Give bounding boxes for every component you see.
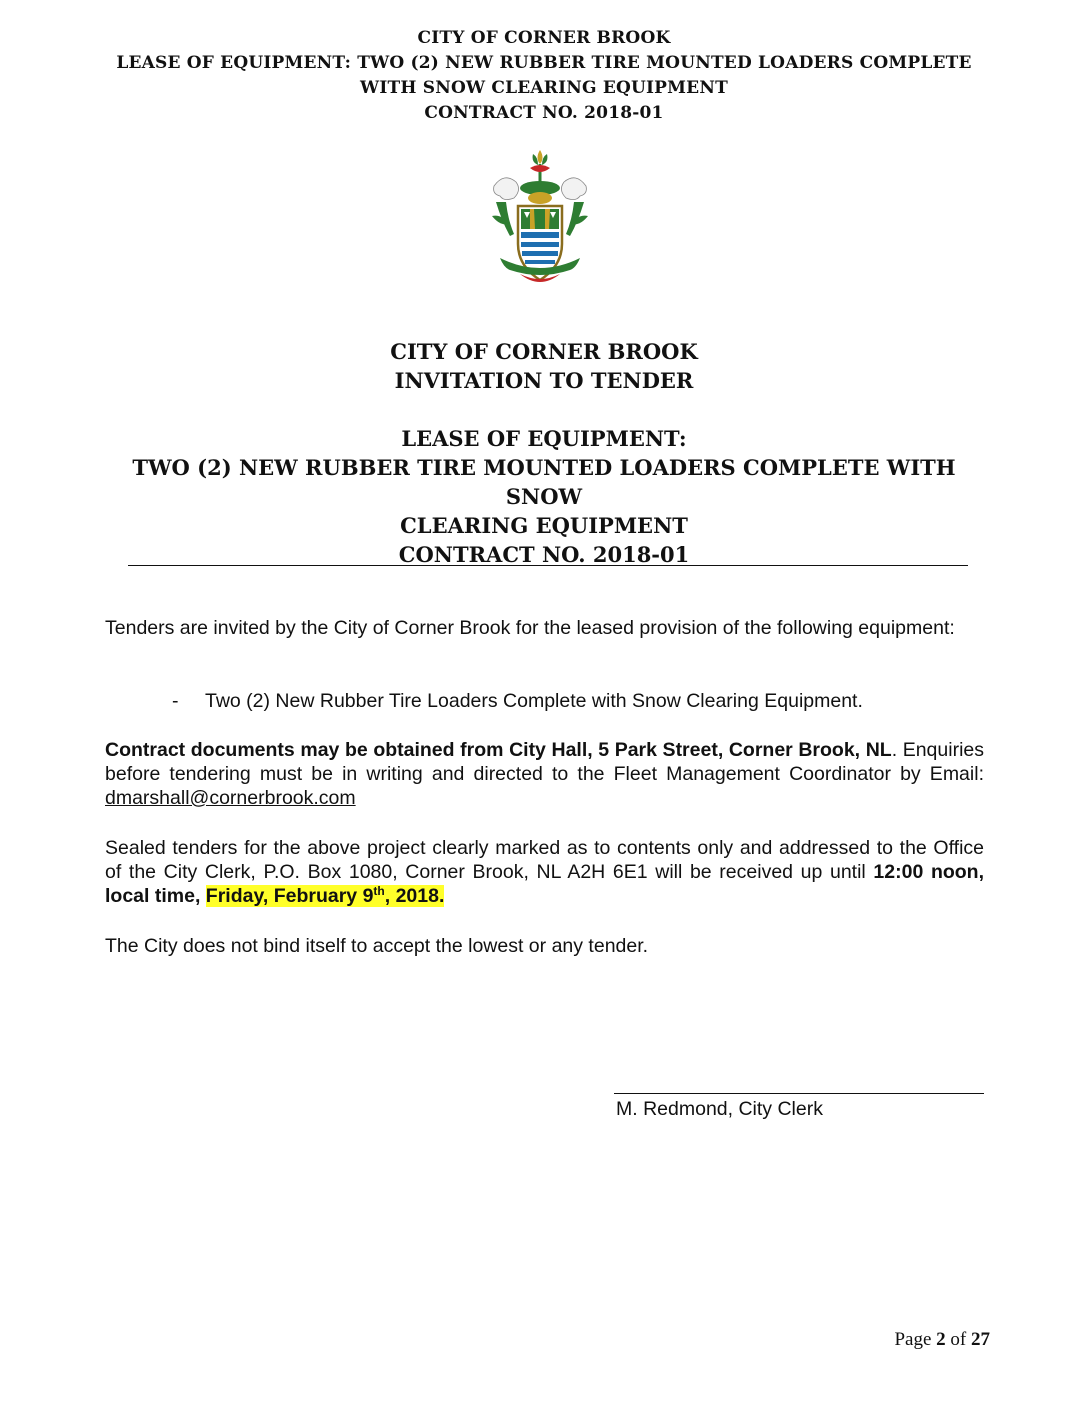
title-line-3: LEASE OF EQUIPMENT:: [401, 426, 687, 451]
documents-period: .: [891, 739, 898, 761]
title-line-5: CLEARING EQUIPMENT: [400, 513, 688, 538]
title-line-6: CONTRACT NO. 2018-01: [398, 542, 690, 567]
header-line-3: WITH SNOW CLEARING EQUIPMENT: [360, 78, 728, 98]
subject-block: [100, 424, 988, 569]
paragraph-deadline: [105, 836, 984, 908]
title-line-2: INVITATION TO TENDER: [394, 368, 694, 393]
paragraph-disclaimer: The City does not bind itself to accept the lowest or any tender.: [105, 935, 649, 957]
coat-of-arms-icon: [490, 146, 590, 288]
paragraph-documents: [105, 738, 984, 810]
documents-location: Contract documents may be obtained from City Hall, 5 Park Street, Corner Brook, NL: [105, 739, 892, 761]
deadline-time: 12:00 noon, local time,: [105, 861, 985, 907]
page-total: 27: [971, 1329, 990, 1350]
email-link[interactable]: dmarshall@cornerbrook.com: [105, 787, 356, 809]
deadline-date-highlight: [206, 885, 445, 907]
title-line-1: CITY OF CORNER BROOK: [390, 339, 698, 364]
header-line-1: CITY OF CORNER BROOK: [417, 28, 671, 48]
paragraph-invitation: Tenders are invited by the City of Corner Brook for the leased provision of the following equipment:: [105, 617, 955, 639]
sealed-tenders-text: Sealed tenders for the above project clearly marked as to contents only and addressed to the Office of the City Clerk, P.O. Box 1080, Corner Brook, NL A2H 6E1 will be received up until: [105, 837, 984, 883]
header-line-4: CONTRACT NO. 2018-01: [424, 103, 664, 123]
bullet-dash: -: [172, 690, 179, 712]
signatory-name: M. Redmond, City Clerk: [616, 1098, 823, 1120]
title-block: [100, 337, 988, 395]
title-divider: [128, 565, 968, 566]
page-label: Page: [894, 1329, 937, 1350]
page-number: [870, 1328, 990, 1352]
enquiries-text: Enquiries before tendering must be in writing and directed to the Fleet Management Coordinator by Email:: [105, 739, 984, 785]
deadline-date-b: , 2018.: [384, 885, 445, 907]
bullet-item: [172, 689, 972, 713]
signature-line: [614, 1093, 984, 1094]
title-line-4: TWO (2) NEW RUBBER TIRE MOUNTED LOADERS COMPLETE WITH SNOW: [132, 455, 956, 509]
page-current: 2: [936, 1329, 946, 1350]
header-line-2: LEASE OF EQUIPMENT: TWO (2) NEW RUBBER TIRE MOUNTED LOADERS COMPLETE: [116, 53, 972, 73]
bullet-text: Two (2) New Rubber Tire Loaders Complete with Snow Clearing Equipment.: [205, 690, 863, 712]
page-of: of: [945, 1329, 971, 1350]
deadline-date-sup: th: [373, 884, 385, 898]
running-header: [100, 26, 988, 126]
deadline-date-a: Friday, February 9: [205, 885, 374, 907]
